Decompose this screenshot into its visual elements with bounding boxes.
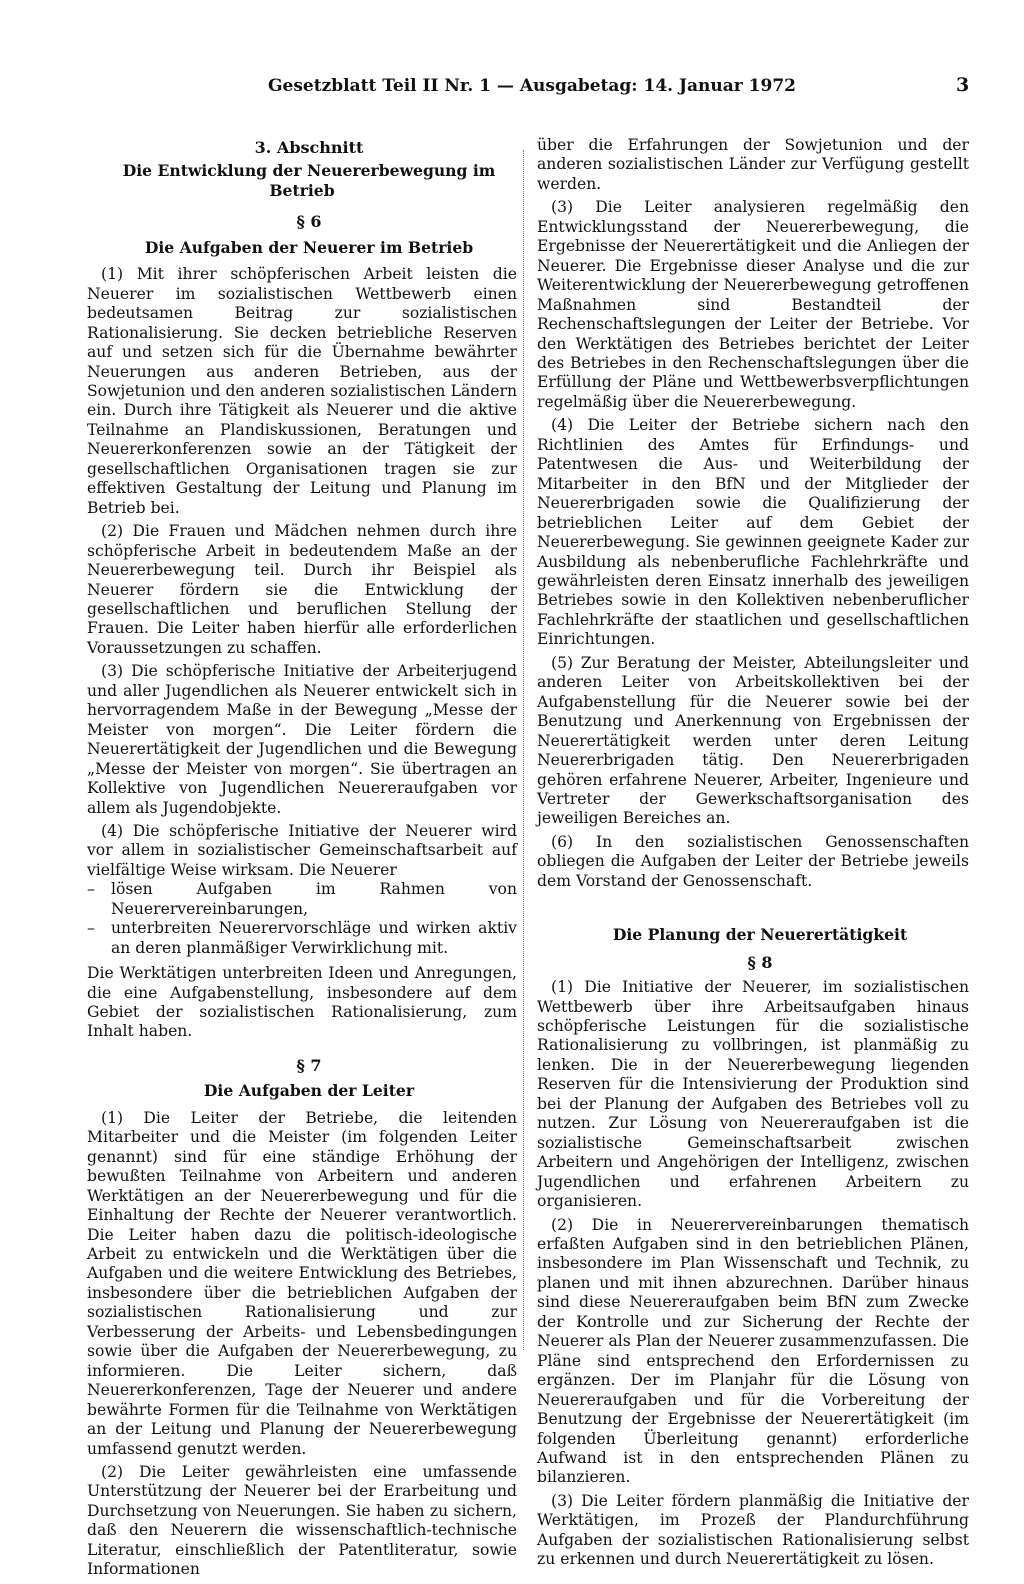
paragraph-6-closing: Die Werktätigen unterbreiten Ideen und Anregungen, die eine Aufgabenstellung, insbesondere auf dem Gebiet der sozialistischen Rationalisierung, zum Inhalt haben. (87, 964, 517, 1041)
list-item: – unterbreiten Neuerervorschläge und wirken aktiv an deren planmäßiger Verwirklichung mit. (87, 919, 517, 957)
paragraph-8-subsection-3: (3) Die Leiter fördern planmäßig die Initiative der Werktätigen, im Prozeß der Plandurchführung Aufgaben der sozialistischen Rationalisierung selbst zu erkennen und durch Neuerertätigkeit zu lösen. (537, 1491, 969, 1569)
right-column (537, 136, 969, 1574)
paragraph-6-subsection-2: (2) Die Frauen und Mädchen nehmen durch ihre schöpferische Arbeit in bedeutendem Maße an der Neuererbewegung teil. Durch ihr Beispiel als Neuerer fördern sie die Entwicklung der gesellschaftlichen und beruflichen Stellung der Frauen. Die Leiter haben hierfür alle erforderlichen Voraussetzungen zu schaffen. (87, 522, 517, 657)
paragraph-7-subsection-1: (1) Die Leiter der Betriebe, die leitenden Mitarbeiter und die Meister (im folgenden Leiter genannt) sind für eine ständige Erhöhung der bewußten Teilnahme von Arbeitern und anderen Werktätigen an der Neuererbewegung und für die Einhaltung der Rechte der Neuerer verantwortlich. Die Leiter haben dazu die politisch-ideologische Arbeit zu entwickeln und die Werktätigen über die Aufgaben und die weitere Entwicklung des Betriebes, insbesondere über die betrieblichen Aufgaben der sozialistischen Rationalisierung und zur Verbesserung der Arbeits- und Lebensbedingungen sowie über die Aufgaben der Neuererbewegung, zu informieren. Die Leiter sichern, daß Neuererkonferenzen, Tage der Neuerer und andere bewährte Formen für die Teilnahme von Werktätigen an der Leitung und Planung der Neuererbewegung umfassend genutzt werden. (87, 1108, 517, 1458)
left-column (87, 136, 517, 1584)
paragraph-7-subsection-5: (5) Zur Beratung der Meister, Abteilungsleiter und anderen Leiter von Arbeitskollektiven bei der Aufgabenstellung für die Neuerer sowie bei der Benutzung und Anerkennung von Ergebnissen der Neuerertätigkeit werden unter deren Leitung Neuererbrigaden tätig. Den Neuererbrigaden gehören erfahrene Neuerer, Arbeiter, Ingenieure und Vertreter der Gewerkschaftsorganisation des jeweiligen Bereiches an. (537, 653, 969, 828)
paragraph-7-subsection-2-continued: über die Erfahrungen der Sowjetunion und der anderen sozialistischen Länder zur Verfügung gestellt werden. (537, 136, 969, 193)
paragraph-7-subsection-2: (2) Die Leiter gewährleisten eine umfassende Unterstützung der Neuerer bei der Erarbeitung und Durchsetzung von Neuerungen. Sie haben zu sichern, daß den Neuerern die wissenschaftlich-technische Literatur, einschließlich der Patentliteratur, sowie Informationen (87, 1463, 517, 1579)
list-item-text: lösen Aufgaben im Rahmen von Neuerervereinbarungen, (111, 880, 517, 918)
section-number: 3. Abschnitt (254, 138, 364, 157)
paragraph-6-subsection-4: (4) Die schöpferische Initiative der Neuerer wird vor allem in sozialistischer Gemeinschaftsarbeit auf vielfältige Weise wirksam. Die Neuerer (87, 821, 517, 879)
paragraph-8-number: § 8 (747, 952, 773, 972)
running-header (268, 76, 968, 96)
section-title: Die Entwicklung der Neuererbewegung im Betrieb (122, 161, 496, 200)
paragraph-6-subsection-3: (3) Die schöpferische Initiative der Arbeiterjugend und aller Jugendlichen als Neuerer entwickelt sich in hervorragendem Maße in der Bewegung „Messe der Meister von morgen“. Die Leiter fördern die Neuerertätigkeit der Jugendlichen und die Bewegung „Messe der Meister von morgen“. Sie übertragen an Kollektive von Jugendlichen Neuereraufgaben vor allem als Jugendobjekte. (87, 662, 517, 817)
list-item-text: unterbreiten Neuerervorschläge und wirken aktiv an deren planmäßiger Verwirklichung mit. (111, 919, 517, 957)
paragraph-7-subsection-4: (4) Die Leiter der Betriebe sichern nach den Richtlinien des Amtes für Erfindungs- und Patentwesen die Aus- und Weiterbildung der Mitarbeiter in den BfN und der Mitglieder der Neuererbrigaden sowie die Qualifizierung der betrieblichen Leiter auf dem Gebiet der Neuererbewegung. Sie gewinnen geeignete Kader zur Ausbildung als nebenberufliche Fachlehrkräfte und gewährleisten deren Einsatz innerhalb des jeweiligen Betriebes sowie in den Kollektiven nebenberuflicher Fachlehrkräfte der staatlichen und gesellschaftlichen Einrichtungen. (537, 416, 969, 649)
paragraph-7-subsection-6: (6) In den sozialistischen Genossenschaften obliegen die Aufgaben der Leiter der Betriebe jeweils dem Vorstand der Genossenschaft. (537, 832, 969, 890)
page-number: 3 (956, 74, 970, 96)
paragraph-8-subsection-2: (2) Die in Neuerervereinbarungen thematisch erfaßten Aufgaben sind in den betrieblichen Plänen, insbesondere im Plan Wissenschaft und Technik, zu planen und mit ihnen abzurechnen. Darüber hinaus sind diese Neuereraufgaben beim BfN zum Zwecke der Kontrolle und zur Sicherung der Rechte der Neuerer als Plan der Neuerer zusammenzufassen. Die Pläne sind entsprechend den Erfordernissen zu ergänzen. Der im Planjahr für die Lösung von Neuereraufgaben und für die Vorbereitung der Benutzung der Ergebnisse der Neuerertätigkeit (im folgenden Überleitung genannt) erforderliche Aufwand ist in den entsprechenden Plänen zu bilanzieren. (537, 1215, 969, 1487)
paragraph-7-title: Die Aufgaben der Leiter (203, 1081, 415, 1101)
list-item: – lösen Aufgaben im Rahmen von Neuerervereinbarungen, (87, 880, 517, 918)
neuerer-activity-list (87, 880, 517, 958)
paragraph-6-title: Die Aufgaben der Neuerer im Betrieb (144, 237, 474, 257)
paragraph-6-number: § 6 (296, 212, 322, 232)
planning-heading: Die Planung der Neuerertätigkeit (612, 925, 908, 945)
paragraph-6-subsection-1: (1) Mit ihrer schöpferischen Arbeit leisten die Neuerer im sozialistischen Wettbewerb einen bedeutsamen Beitrag zur sozialistischen Rationalisierung. Sie decken betriebliche Reserven auf und setzen sich für die Übernahme bewährter Neuerungen aus anderen Betrieben, aus der Sowjetunion und den anderen sozialistischen Ländern ein. Durch ihre Tätigkeit als Neuerer und die aktive Teilnahme an Plandiskussionen, Beratungen und Neuererkonferenzen sowie an der Tätigkeit der gesellschaftlichen Organisationen tragen sie zur effektiven Gestaltung der Leitung und Planung im Betrieb bei. (87, 265, 517, 517)
header-title: Gesetzblatt Teil II Nr. 1 — Ausgabetag: 14. Januar 1972 (268, 76, 796, 96)
paragraph-7-number: § 7 (296, 1055, 322, 1075)
paragraph-7-subsection-3: (3) Die Leiter analysieren regelmäßig den Entwicklungsstand der Neuererbewegung, die Ergebnisse der Neuerertätigkeit und die Anliegen der Neuerer. Die Ergebnisse dieser Analyse und die zur Weiterentwicklung der Neuererbewegung getroffenen Maßnahmen sind Bestandteil der Rechenschaftslegungen der Leiter der Betriebe. Vor den Werktätigen des Betriebes berichtet der Leiter des Betriebes in den Rechenschaftslegungen über die Erfüllung der Pläne und Wettbewerbsverpflichtungen regelmäßig über die Neuererbewegung. (537, 198, 969, 411)
paragraph-8-subsection-1: (1) Die Initiative der Neuerer, im sozialistischen Wettbewerb über ihre Arbeitsaufgaben hinaus schöpferische Leistungen für die sozialistische Rationalisierung zu vollbringen, ist planmäßig zu lenken. Die in der Neuererbewegung liegenden Reserven für die Intensivierung der Produktion sind bei der Planung der Aufgaben des Betriebes voll zu nutzen. Zur Lösung von Neuereraufgaben ist die sozialistische Gemeinschaftsarbeit zwischen Arbeitern und Angehörigen der Intelligenz, zwischen Jugendlichen und erfahrenen Arbeitern zu organisieren. (537, 978, 969, 1211)
column-divider (523, 150, 524, 1350)
